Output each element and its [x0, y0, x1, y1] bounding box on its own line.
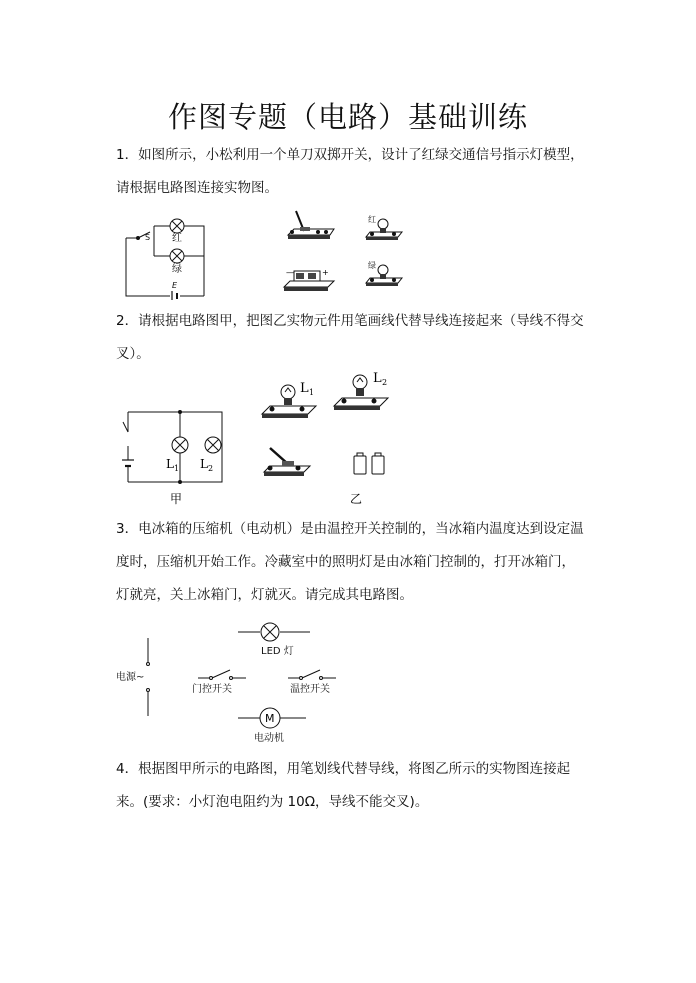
q2-photo-l2-sub: 2	[382, 378, 388, 387]
q3-led-label: LED 灯	[261, 646, 294, 657]
q2-photo-l1-label: L	[300, 381, 309, 396]
q2-l1-label: L	[166, 457, 174, 471]
q2-photo-l2-label: L	[373, 371, 382, 386]
q1-red-small-label: 红	[368, 215, 376, 224]
question-4-text: 4．根据图甲所示的电路图，用笔划线代替导线，将图乙所示的实物图连接起来。(要求：小灯泡电阻约为 10Ω，导线不能交叉)。	[116, 761, 571, 810]
q1-physical-components	[282, 205, 412, 295]
q2-photo-l1-sub: 1	[309, 388, 315, 397]
page-title: 作图专题（电路）基础训练	[167, 100, 528, 134]
q2-circuit-diagram-jia	[118, 400, 248, 510]
q2-switch-icon	[264, 448, 310, 476]
q3-motor-symbol: M	[265, 712, 275, 725]
q3-power-label: 电源~	[116, 672, 145, 683]
q2-l2-label: L	[200, 457, 208, 471]
q2-jia-label: 甲	[170, 492, 183, 506]
q1-red-label: 红	[172, 233, 182, 244]
q2-l2-sub: 2	[208, 464, 214, 473]
question-1-text: 1．如图所示，小松利用一个单刀双掷开关，设计了红绿交通信号指示灯模型，请根据电路图连接实物图。	[116, 147, 584, 196]
q1-battery-label: E	[172, 281, 178, 290]
q3-door-switch-label: 门控开关	[192, 684, 232, 695]
q3-circuit-components	[114, 620, 364, 745]
question-3-text: 3．电冰箱的压缩机（电动机）是由温控开关控制的，当冰箱内温度达到设定温度时，压缩机开始工作。冷藏室中的照明灯是由冰箱门控制的，打开冰箱门，灯就亮，关上冰箱门，灯就灭。请完成其电路图。	[116, 521, 584, 603]
q1-green-label: 绿	[172, 264, 182, 275]
q1-green-small-label: 绿	[368, 261, 376, 270]
q3-motor-label: 电动机	[254, 733, 284, 744]
q1-battery-box-icon	[284, 268, 334, 291]
svg-text:+: +	[322, 268, 329, 277]
svg-text:—: —	[286, 268, 294, 277]
q2-physical-components-yi	[258, 368, 398, 508]
q2-batteries-icon	[354, 453, 384, 474]
q1-switch-label: S	[145, 233, 151, 242]
q2-l1-sub: 1	[174, 464, 180, 473]
q3-temp-switch-label: 温控开关	[290, 684, 330, 695]
question-2-text: 2．请根据电路图甲，把图乙实物元件用笔画线代替导线连接起来（导线不得交叉）。	[116, 313, 584, 362]
q1-switch-board-icon	[288, 211, 334, 239]
q2-yi-label: 乙	[350, 492, 363, 506]
